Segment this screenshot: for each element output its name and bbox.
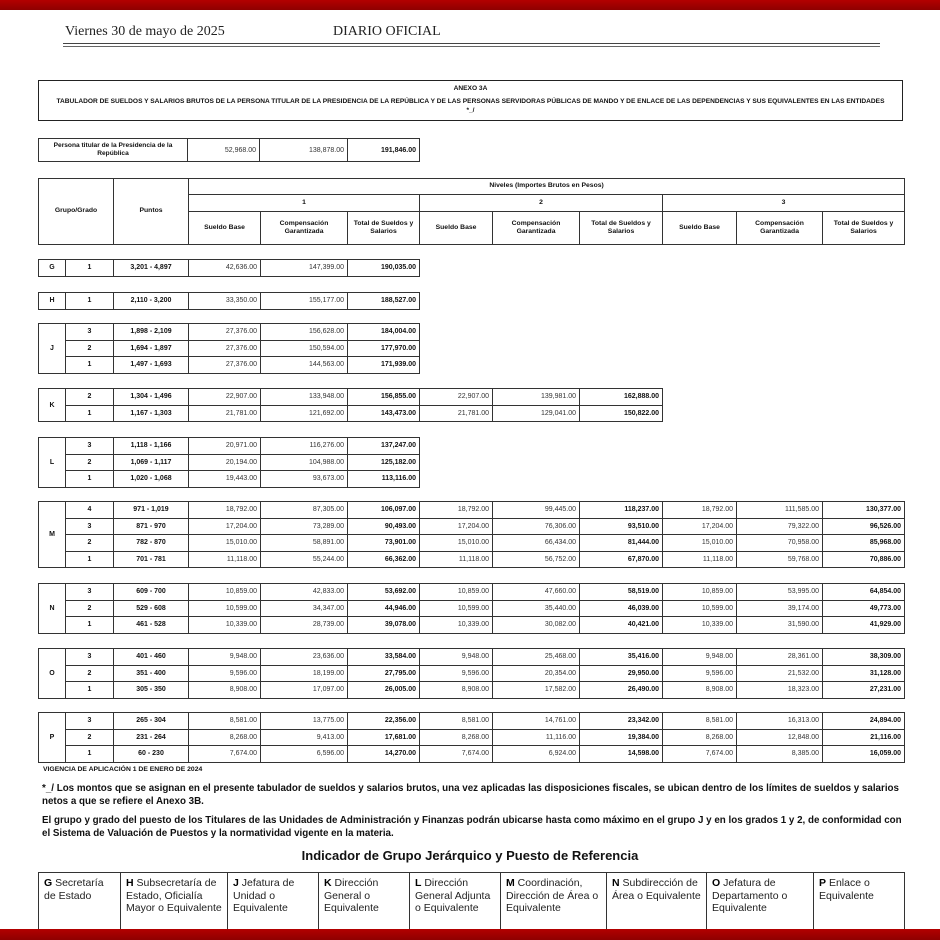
grade: 2	[66, 535, 114, 552]
level-3-sueldo-base: 8,268.00	[663, 729, 737, 746]
table-row	[39, 389, 663, 406]
indicator-code: O	[712, 877, 721, 889]
level-3-total: 27,231.00	[823, 682, 905, 699]
level-2-sueldo-base: 15,010.00	[420, 535, 493, 552]
level-3-sueldo-base: 11,118.00	[663, 551, 737, 568]
grade: 2	[66, 389, 114, 406]
level-1-total: 177,970.00	[348, 340, 420, 357]
indicator-label: Jefatura de Departamento o Equivalente	[712, 877, 788, 915]
grade: 3	[66, 438, 114, 455]
level-1-compensacion: 133,948.00	[261, 389, 348, 406]
level-2-compensacion: 139,981.00	[493, 389, 580, 406]
grade: 1	[66, 293, 114, 310]
points-range: 529 - 608	[114, 600, 189, 617]
grade: 3	[66, 518, 114, 535]
grade: 1	[66, 617, 114, 634]
grade: 3	[66, 713, 114, 730]
level-2-total: 67,870.00	[580, 551, 663, 568]
level-2-sueldo-base: 9,596.00	[420, 665, 493, 682]
level-1-total: 188,527.00	[348, 293, 420, 310]
level-3-sueldo-base: 10,339.00	[663, 617, 737, 634]
level-1-compensacion: 55,244.00	[261, 551, 348, 568]
table-row	[39, 405, 663, 422]
group-g-table	[38, 259, 420, 277]
indicator-title: Indicador de Grupo Jerárquico y Puesto de Referencia	[301, 848, 639, 863]
level-1-sueldo-base: 18,792.00	[189, 502, 261, 519]
points-range: 1,118 - 1,166	[114, 438, 189, 455]
level-1-compensacion: 87,305.00	[261, 502, 348, 519]
level-1-number: 1	[189, 195, 420, 212]
col-header-puntos: Puntos	[114, 179, 189, 245]
table-row	[39, 682, 905, 699]
level-2-compensacion: 99,445.00	[493, 502, 580, 519]
table-row	[39, 139, 420, 162]
level-3-sueldo-base: 7,674.00	[663, 746, 737, 763]
level-2-total: 40,421.00	[580, 617, 663, 634]
level-1-sueldo-base: 22,907.00	[189, 389, 261, 406]
group-h-table	[38, 292, 420, 310]
grade: 2	[66, 340, 114, 357]
level-2-total: 58,519.00	[580, 584, 663, 601]
level-2-sueldo-base: 9,948.00	[420, 649, 493, 666]
table-row	[39, 260, 420, 277]
level-1-compensacion: 23,636.00	[261, 649, 348, 666]
level-2-total: 19,384.00	[580, 729, 663, 746]
table-row	[39, 551, 905, 568]
group-m-table	[38, 501, 905, 568]
indicator-label: Dirección General Adjunta o Equivalente	[415, 877, 491, 915]
level-2-sueldo-base: 8,908.00	[420, 682, 493, 699]
level-1-compensacion: 104,988.00	[261, 454, 348, 471]
points-range: 305 - 350	[114, 682, 189, 699]
indicator-code: K	[324, 877, 332, 889]
table-row	[39, 518, 905, 535]
level-1-total: 14,270.00	[348, 746, 420, 763]
table-row	[39, 502, 905, 519]
group-code: L	[39, 438, 66, 488]
level-3-sueldo-base-header: Sueldo Base	[663, 212, 737, 245]
level-2-sueldo-base: 18,792.00	[420, 502, 493, 519]
group-code: K	[39, 389, 66, 422]
level-2-sueldo-base: 11,118.00	[420, 551, 493, 568]
points-range: 2,110 - 3,200	[114, 293, 189, 310]
level-3-sueldo-base: 17,204.00	[663, 518, 737, 535]
level-3-total: 49,773.00	[823, 600, 905, 617]
indicator-code: G	[44, 877, 53, 889]
level-1-total: 44,946.00	[348, 600, 420, 617]
level-1-sueldo-base: 17,204.00	[189, 518, 261, 535]
header-date: Viernes 30 de mayo de 2025	[65, 24, 225, 39]
grade: 3	[66, 324, 114, 341]
level-2-total: 29,950.00	[580, 665, 663, 682]
level-2-total: 81,444.00	[580, 535, 663, 552]
group-l-table	[38, 437, 420, 488]
level-3-sueldo-base: 8,581.00	[663, 713, 737, 730]
level-1-sueldo-base-header: Sueldo Base	[189, 212, 261, 245]
indicator-label: Dirección General o Equivalente	[324, 877, 379, 915]
level-3-total-header: Total de Sueldos y Salarios	[823, 212, 905, 245]
points-range: 609 - 700	[114, 584, 189, 601]
level-1-compensacion: 17,097.00	[261, 682, 348, 699]
level-2-sueldo-base: 8,268.00	[420, 729, 493, 746]
table-row	[39, 471, 420, 488]
level-1-compensacion-header: Compensación Garantizada	[261, 212, 348, 245]
indicator-code: L	[415, 877, 422, 889]
header-rule	[63, 43, 880, 44]
level-1-compensacion: 34,347.00	[261, 600, 348, 617]
level-1-total: 171,939.00	[348, 357, 420, 374]
points-range: 701 - 781	[114, 551, 189, 568]
president-label: Persona titular de la Presidencia de la República	[39, 139, 188, 162]
level-2-compensacion-header: Compensación Garantizada	[493, 212, 580, 245]
points-range: 1,069 - 1,117	[114, 454, 189, 471]
level-1-total: 125,182.00	[348, 454, 420, 471]
level-2-sueldo-base-header: Sueldo Base	[420, 212, 493, 245]
level-1-sueldo-base: 9,948.00	[189, 649, 261, 666]
group-code: O	[39, 649, 66, 699]
level-2-total: 118,237.00	[580, 502, 663, 519]
group-code: N	[39, 584, 66, 634]
group-o-table	[38, 648, 905, 699]
level-1-compensacion: 73,289.00	[261, 518, 348, 535]
indicator-label: Enlace o Equivalente	[819, 877, 874, 902]
level-1-compensacion: 150,594.00	[261, 340, 348, 357]
level-2-compensacion: 25,468.00	[493, 649, 580, 666]
grade: 2	[66, 665, 114, 682]
level-3-sueldo-base: 10,859.00	[663, 584, 737, 601]
level-1-sueldo-base: 33,350.00	[189, 293, 261, 310]
table-row	[39, 340, 420, 357]
level-1-sueldo-base: 19,443.00	[189, 471, 261, 488]
grade: 2	[66, 600, 114, 617]
level-1-compensacion: 6,596.00	[261, 746, 348, 763]
grade: 1	[66, 682, 114, 699]
level-2-compensacion: 17,582.00	[493, 682, 580, 699]
level-3-total: 31,128.00	[823, 665, 905, 682]
level-2-total: 26,490.00	[580, 682, 663, 699]
level-1-total: 66,362.00	[348, 551, 420, 568]
grade: 1	[66, 357, 114, 374]
level-1-compensacion: 93,673.00	[261, 471, 348, 488]
level-3-total: 85,968.00	[823, 535, 905, 552]
level-2-total: 23,342.00	[580, 713, 663, 730]
president-sueldo-base: 52,968.00	[188, 139, 260, 162]
annex-title: ANEXO 3A	[453, 85, 488, 92]
level-3-compensacion: 16,313.00	[737, 713, 823, 730]
level-1-compensacion: 13,775.00	[261, 713, 348, 730]
level-2-total: 162,888.00	[580, 389, 663, 406]
indicator-label: Jefatura de Unidad o Equivalente	[233, 877, 295, 915]
grade: 1	[66, 260, 114, 277]
level-1-compensacion: 147,399.00	[261, 260, 348, 277]
indicator-label: Subdirección de Área o Equivalente	[612, 877, 701, 902]
group-code: P	[39, 713, 66, 763]
level-1-compensacion: 18,199.00	[261, 665, 348, 682]
points-range: 971 - 1,019	[114, 502, 189, 519]
level-2-compensacion: 6,924.00	[493, 746, 580, 763]
level-1-total: 143,473.00	[348, 405, 420, 422]
table-row	[39, 746, 905, 763]
level-2-compensacion: 14,761.00	[493, 713, 580, 730]
table-row	[39, 729, 905, 746]
table-row	[39, 324, 420, 341]
level-2-sueldo-base: 10,599.00	[420, 600, 493, 617]
level-1-total-header: Total de Sueldos y Salarios	[348, 212, 420, 245]
level-1-total: 33,584.00	[348, 649, 420, 666]
grade: 3	[66, 649, 114, 666]
group-code: J	[39, 324, 66, 374]
col-header-grupo-grado: Grupo/Grado	[39, 179, 114, 245]
table-row	[39, 454, 420, 471]
level-3-sueldo-base: 8,908.00	[663, 682, 737, 699]
indicator-code: H	[126, 877, 134, 889]
level-3-total: 21,116.00	[823, 729, 905, 746]
grade: 1	[66, 551, 114, 568]
level-1-compensacion: 144,563.00	[261, 357, 348, 374]
level-1-total: 26,005.00	[348, 682, 420, 699]
points-range: 3,201 - 4,897	[114, 260, 189, 277]
grade: 2	[66, 729, 114, 746]
level-2-compensacion: 56,752.00	[493, 551, 580, 568]
points-range: 60 - 230	[114, 746, 189, 763]
level-1-total: 190,035.00	[348, 260, 420, 277]
level-3-compensacion: 18,323.00	[737, 682, 823, 699]
level-1-compensacion: 42,833.00	[261, 584, 348, 601]
level-1-compensacion: 58,891.00	[261, 535, 348, 552]
level-3-compensacion-header: Compensación Garantizada	[737, 212, 823, 245]
level-2-compensacion: 47,660.00	[493, 584, 580, 601]
level-1-compensacion: 9,413.00	[261, 729, 348, 746]
table-row	[39, 649, 905, 666]
level-3-total: 38,309.00	[823, 649, 905, 666]
level-2-sueldo-base: 10,339.00	[420, 617, 493, 634]
level-1-sueldo-base: 10,599.00	[189, 600, 261, 617]
level-1-sueldo-base: 8,268.00	[189, 729, 261, 746]
points-range: 1,304 - 1,496	[114, 389, 189, 406]
level-1-total: 90,493.00	[348, 518, 420, 535]
level-1-total: 53,692.00	[348, 584, 420, 601]
points-range: 231 - 264	[114, 729, 189, 746]
group-p-table	[38, 712, 905, 763]
level-3-sueldo-base: 10,599.00	[663, 600, 737, 617]
level-1-total: 27,795.00	[348, 665, 420, 682]
col-header-niveles: Niveles (Importes Brutos en Pesos)	[189, 179, 905, 195]
level-1-sueldo-base: 9,596.00	[189, 665, 261, 682]
level-1-sueldo-base: 27,376.00	[189, 357, 261, 374]
points-range: 1,020 - 1,068	[114, 471, 189, 488]
level-1-total: 17,681.00	[348, 729, 420, 746]
level-1-total: 106,097.00	[348, 502, 420, 519]
top-red-bar	[0, 0, 940, 10]
salary-table-header	[38, 178, 905, 245]
president-total: 191,846.00	[348, 139, 420, 162]
level-1-compensacion: 28,739.00	[261, 617, 348, 634]
level-3-compensacion: 28,361.00	[737, 649, 823, 666]
level-3-total: 96,526.00	[823, 518, 905, 535]
level-1-total: 113,116.00	[348, 471, 420, 488]
level-3-compensacion: 59,768.00	[737, 551, 823, 568]
level-1-sueldo-base: 27,376.00	[189, 340, 261, 357]
points-range: 265 - 304	[114, 713, 189, 730]
level-2-total: 46,039.00	[580, 600, 663, 617]
points-range: 461 - 528	[114, 617, 189, 634]
level-1-sueldo-base: 15,010.00	[189, 535, 261, 552]
level-1-sueldo-base: 21,781.00	[189, 405, 261, 422]
points-range: 401 - 460	[114, 649, 189, 666]
indicator-code: J	[233, 877, 239, 889]
table-row	[39, 600, 905, 617]
level-3-total: 16,059.00	[823, 746, 905, 763]
level-2-sueldo-base: 7,674.00	[420, 746, 493, 763]
group-code: G	[39, 260, 66, 277]
level-3-sueldo-base: 18,792.00	[663, 502, 737, 519]
level-1-sueldo-base: 8,581.00	[189, 713, 261, 730]
group-k-table	[38, 388, 663, 422]
level-2-compensacion: 35,440.00	[493, 600, 580, 617]
group-code: H	[39, 293, 66, 310]
level-1-total: 156,855.00	[348, 389, 420, 406]
president-table	[38, 138, 420, 162]
table-row	[39, 584, 905, 601]
points-range: 1,694 - 1,897	[114, 340, 189, 357]
header-rule-secondary	[63, 46, 880, 47]
level-2-sueldo-base: 22,907.00	[420, 389, 493, 406]
level-3-total: 41,929.00	[823, 617, 905, 634]
level-3-sueldo-base: 9,948.00	[663, 649, 737, 666]
level-3-compensacion: 21,532.00	[737, 665, 823, 682]
level-2-number: 2	[420, 195, 663, 212]
annex-subtitle: TABULADOR DE SUELDOS Y SALARIOS BRUTOS DE LA PERSONA TITULAR DE LA PRESIDENCIA DE LA REPÚBLICA Y DE LAS PERSONAS SERVIDORAS PÚBLICAS DE MANDO Y DE ENLACE DE LAS DEPENDENCIAS Y SUS EQUIVALENTES EN LAS ENTIDADES *_/	[56, 97, 885, 114]
level-2-compensacion: 20,354.00	[493, 665, 580, 682]
grade: 1	[66, 746, 114, 763]
level-1-sueldo-base: 20,194.00	[189, 454, 261, 471]
president-compensacion: 138,878.00	[260, 139, 348, 162]
level-1-total: 137,247.00	[348, 438, 420, 455]
table-row	[39, 713, 905, 730]
grade: 3	[66, 584, 114, 601]
level-1-sueldo-base: 27,376.00	[189, 324, 261, 341]
level-2-total-header: Total de Sueldos y Salarios	[580, 212, 663, 245]
table-row	[39, 665, 905, 682]
level-3-compensacion: 8,385.00	[737, 746, 823, 763]
level-2-total: 150,822.00	[580, 405, 663, 422]
level-1-compensacion: 121,692.00	[261, 405, 348, 422]
level-2-sueldo-base: 8,581.00	[420, 713, 493, 730]
level-1-total: 73,901.00	[348, 535, 420, 552]
points-range: 1,167 - 1,303	[114, 405, 189, 422]
points-range: 782 - 870	[114, 535, 189, 552]
group-code: M	[39, 502, 66, 568]
indicator-code: M	[506, 877, 515, 889]
annex-title-box	[38, 80, 903, 121]
level-3-sueldo-base: 15,010.00	[663, 535, 737, 552]
level-1-sueldo-base: 10,339.00	[189, 617, 261, 634]
level-2-compensacion: 11,116.00	[493, 729, 580, 746]
level-2-compensacion: 66,434.00	[493, 535, 580, 552]
bottom-red-bar	[0, 929, 940, 940]
level-3-total: 130,377.00	[823, 502, 905, 519]
indicator-label: Subsecretaría de Estado, Oficialía Mayor o Equivalente	[126, 877, 222, 915]
indicator-code: P	[819, 877, 827, 889]
points-range: 871 - 970	[114, 518, 189, 535]
footnote-titulares: El grupo y grado del puesto de los Titulares de las Unidades de Administración y Finanzas podrán ubicarse hasta como máximo en el grupo J y en los grados 1 y 2, de conformidad con el Sistema de Valuación de Puestos y la normatividad vigente en la materia.	[42, 815, 902, 839]
grade: 4	[66, 502, 114, 519]
level-3-compensacion: 31,590.00	[737, 617, 823, 634]
points-range: 351 - 400	[114, 665, 189, 682]
level-1-sueldo-base: 20,971.00	[189, 438, 261, 455]
level-1-compensacion: 116,276.00	[261, 438, 348, 455]
header-row	[39, 179, 905, 195]
level-1-sueldo-base: 11,118.00	[189, 551, 261, 568]
level-2-total: 35,416.00	[580, 649, 663, 666]
level-1-sueldo-base: 7,674.00	[189, 746, 261, 763]
level-3-compensacion: 39,174.00	[737, 600, 823, 617]
vigencia-note: VIGENCIA DE APLICACIÓN 1 DE ENERO DE 2024	[43, 766, 203, 773]
level-1-sueldo-base: 8,908.00	[189, 682, 261, 699]
level-1-total: 22,356.00	[348, 713, 420, 730]
table-row	[39, 293, 420, 310]
points-range: 1,497 - 1,693	[114, 357, 189, 374]
grade: 1	[66, 471, 114, 488]
indicator-code: N	[612, 877, 620, 889]
level-1-compensacion: 155,177.00	[261, 293, 348, 310]
level-3-number: 3	[663, 195, 905, 212]
level-1-total: 39,078.00	[348, 617, 420, 634]
table-row	[39, 438, 420, 455]
indicator-label: Secretaría de Estado	[44, 877, 104, 902]
indicator-label: Coordinación, Dirección de Área o Equivalente	[506, 877, 599, 915]
table-row	[39, 357, 420, 374]
level-3-compensacion: 111,585.00	[737, 502, 823, 519]
level-2-compensacion: 30,082.00	[493, 617, 580, 634]
group-n-table	[38, 583, 905, 634]
level-1-compensacion: 156,628.00	[261, 324, 348, 341]
level-3-compensacion: 12,848.00	[737, 729, 823, 746]
level-2-sueldo-base: 10,859.00	[420, 584, 493, 601]
level-3-compensacion: 53,995.00	[737, 584, 823, 601]
level-1-total: 184,004.00	[348, 324, 420, 341]
level-2-compensacion: 129,041.00	[493, 405, 580, 422]
table-row	[39, 617, 905, 634]
level-2-compensacion: 76,306.00	[493, 518, 580, 535]
footnote-amounts: *_/ Los montos que se asignan en el presente tabulador de sueldos y salarios brutos, una vez aplicadas las disposiciones fiscales, se ubican dentro de los límites de sueldos y salarios netos a que se refiere el Anexo 3B.	[42, 783, 899, 807]
level-2-total: 93,510.00	[580, 518, 663, 535]
header-publication: DIARIO OFICIAL	[333, 24, 441, 39]
grade: 1	[66, 405, 114, 422]
level-2-sueldo-base: 17,204.00	[420, 518, 493, 535]
level-2-sueldo-base: 21,781.00	[420, 405, 493, 422]
level-1-sueldo-base: 42,636.00	[189, 260, 261, 277]
table-row	[39, 535, 905, 552]
level-3-compensacion: 70,958.00	[737, 535, 823, 552]
level-3-compensacion: 79,322.00	[737, 518, 823, 535]
grade: 2	[66, 454, 114, 471]
points-range: 1,898 - 2,109	[114, 324, 189, 341]
group-j-table	[38, 323, 420, 374]
level-3-sueldo-base: 9,596.00	[663, 665, 737, 682]
level-3-total: 70,886.00	[823, 551, 905, 568]
level-1-sueldo-base: 10,859.00	[189, 584, 261, 601]
level-3-total: 24,894.00	[823, 713, 905, 730]
level-3-total: 64,854.00	[823, 584, 905, 601]
level-2-total: 14,598.00	[580, 746, 663, 763]
